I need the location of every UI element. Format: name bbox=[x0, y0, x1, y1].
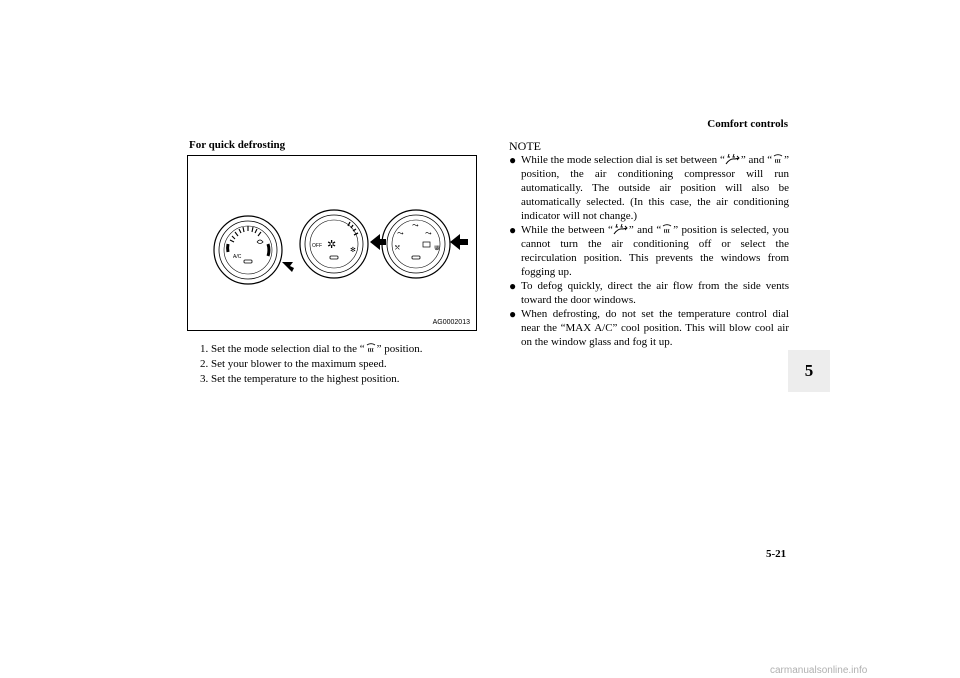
note-item: ● While the mode selection dial is set between “ ” and “ ” position, the air conditioning compressor will run automatically. The outside air position will also be automatically selected. (In this case, the air conditioning indicator will not change.) bbox=[509, 153, 789, 222]
blower-dial bbox=[300, 210, 368, 278]
defrost-mode-icon bbox=[661, 223, 673, 235]
foot-icon: ⤳ bbox=[425, 229, 432, 238]
note-item: ● When defrosting, do not set the temperature control dial near the “MAX A/C” cool position. This will blow cool air on the window glass and fog it up. bbox=[509, 307, 789, 348]
bullet-icon: ● bbox=[509, 223, 517, 237]
fan-max-icon: ✻ bbox=[350, 246, 356, 254]
bullet-icon: ● bbox=[509, 153, 517, 167]
subsection-title: For quick defrosting bbox=[189, 139, 286, 151]
temperature-dial bbox=[214, 216, 282, 284]
defrost-icon: ⋓ bbox=[434, 244, 440, 252]
defrost-mode-icon bbox=[365, 342, 377, 354]
step-2: 2. Set your blower to the maximum speed. bbox=[200, 358, 387, 370]
climate-dials-illustration bbox=[188, 156, 478, 332]
note-block bbox=[509, 139, 789, 349]
foot-defrost-mode-icon bbox=[725, 153, 741, 165]
step-3: 3. Set the temperature to the highest position. bbox=[200, 373, 400, 385]
face-vent-icon: ⤳ bbox=[397, 229, 404, 238]
bullet-icon: ● bbox=[509, 307, 517, 321]
note-item: ● While the between “ ” and “ ” position is selected, you cannot turn the air conditioning off or select the recirculation position. This prevents the windows from fogging up. bbox=[509, 223, 790, 278]
step-1: 1. Set the mode selection dial to the “ ” position. bbox=[200, 343, 423, 355]
fan-icon: ✲ bbox=[327, 239, 337, 251]
dial-off-label: OFF bbox=[312, 243, 322, 249]
note-title: NOTE bbox=[509, 139, 541, 153]
watermark: carmanualsonline.info bbox=[770, 665, 868, 676]
section-header: Comfort controls bbox=[707, 118, 788, 130]
dial-ac-label: A/C bbox=[233, 254, 242, 260]
climate-control-figure bbox=[187, 155, 477, 331]
mode-dial bbox=[382, 210, 450, 278]
steps-list bbox=[200, 342, 423, 387]
figure-code: AG0002013 bbox=[432, 319, 470, 326]
arrow-icon bbox=[450, 234, 468, 250]
note-item: ● To defog quickly, direct the air flow from the side vents toward the door windows. bbox=[509, 279, 789, 306]
page-number: 5-21 bbox=[766, 548, 787, 560]
bi-level-icon: ⤳ bbox=[412, 221, 419, 230]
foot-defrost-icon: ⤲ bbox=[394, 243, 401, 252]
arrow-icon bbox=[370, 234, 386, 250]
foot-defrost-mode-icon bbox=[613, 223, 629, 235]
defrost-mode-icon bbox=[772, 153, 784, 165]
section-tab: 5 bbox=[788, 350, 830, 392]
arrow-icon bbox=[282, 262, 294, 272]
bullet-icon: ● bbox=[509, 279, 517, 293]
